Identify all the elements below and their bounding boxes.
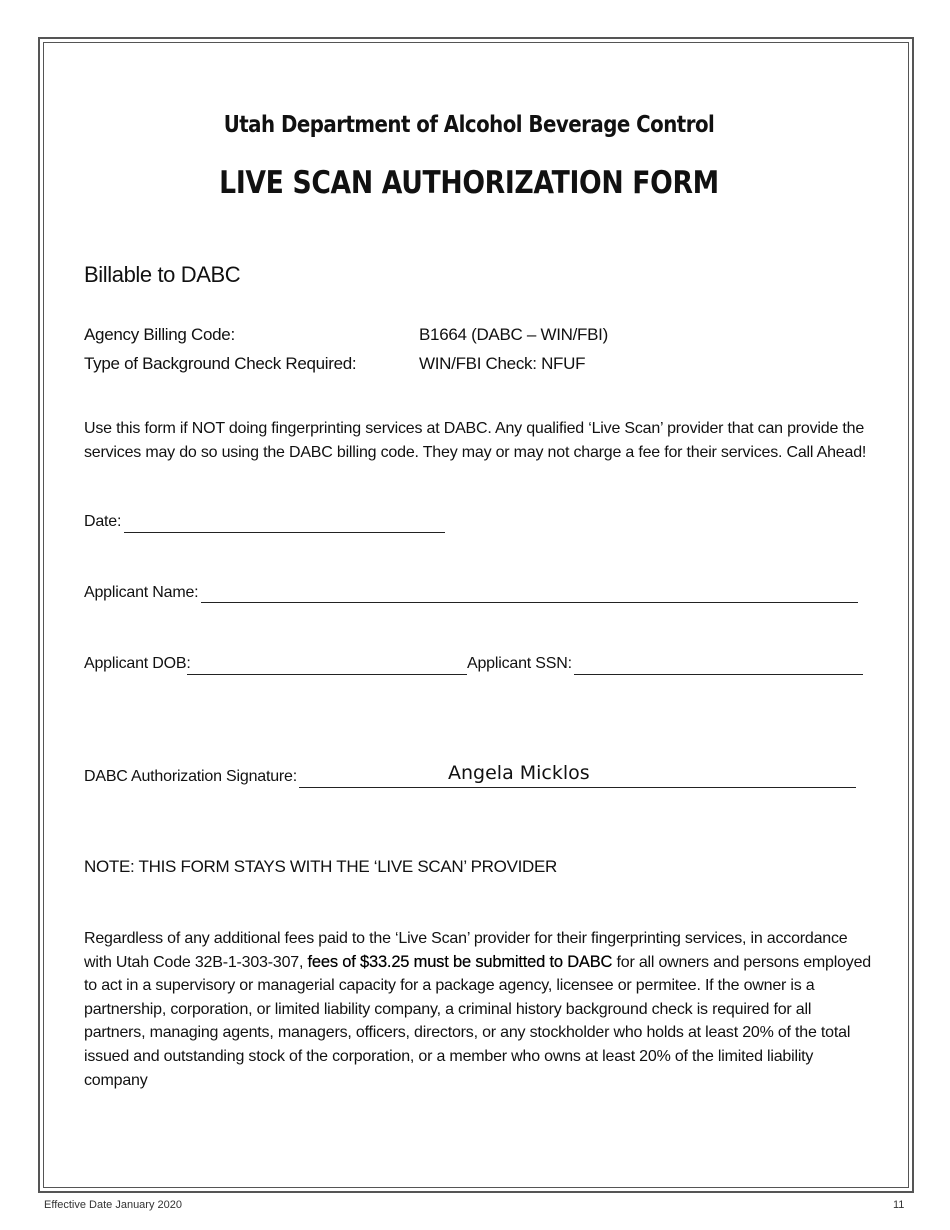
applicant-name-label: Applicant Name: bbox=[84, 584, 199, 601]
agency-billing-code-label: Agency Billing Code: bbox=[84, 325, 235, 344]
check-type-value: WIN/FBI Check: NFUF bbox=[419, 354, 586, 373]
department-title: Utah Department of Alcohol Beverage Control bbox=[223, 112, 715, 138]
applicant-dob-field[interactable] bbox=[187, 674, 467, 675]
applicant-ssn-label: Applicant SSN: bbox=[467, 655, 572, 672]
check-type-label: Type of Background Check Required: bbox=[84, 354, 357, 373]
note-heading: NOTE: THIS FORM STAYS WITH THE ‘LIVE SCAN’ PROVIDER bbox=[84, 857, 558, 876]
signature-label: DABC Authorization Signature: bbox=[84, 768, 297, 785]
intro-paragraph: Use this form if NOT doing fingerprinting services at DABC. Any qualified ‘Live Scan’ provider that can provide the services may do so using the DABC billing code. They may or may not charge a fee for their services. Call Ahead! bbox=[84, 420, 867, 461]
applicant-name-field[interactable] bbox=[201, 602, 858, 603]
applicant-ssn-field[interactable] bbox=[574, 674, 863, 675]
footer-page-number: 11 bbox=[893, 1199, 905, 1211]
footer-effective-date: Effective Date January 2020 bbox=[44, 1199, 182, 1211]
fee-paragraph-part2: for all owners and persons employed to act in a supervisory or managerial capacity for a package agency, licensee or permitee. If the owner is a partnership, corporation, or limited liability company, a criminal history background check is required for all partners, managing agents, managers, officers, directors, or any stockholder who holds at least 20% of the total issued and outstanding stock of the corporation, or a member who owns at least 20% of the limited liability company bbox=[84, 953, 871, 1089]
signature-field[interactable] bbox=[299, 787, 856, 788]
billable-heading: Billable to DABC bbox=[84, 262, 241, 287]
agency-billing-code-value: B1664 (DABC – WIN/FBI) bbox=[419, 325, 608, 344]
form-title: LIVE SCAN AUTHORIZATION FORM bbox=[219, 165, 719, 201]
fee-amount-text: fees of $33.25 must be submitted to DABC bbox=[307, 952, 613, 971]
fee-paragraph bbox=[84, 927, 874, 1092]
signature-value: Angela Micklos bbox=[448, 762, 590, 784]
fee-paragraph-part1: Regardless of any additional fees paid to the ‘Live Scan’ provider for their fingerprinting services, in accordance with Utah Code 32B-1-303-307, bbox=[84, 930, 848, 971]
applicant-dob-label: Applicant DOB: bbox=[84, 655, 191, 672]
date-field[interactable] bbox=[124, 532, 445, 533]
date-label: Date: bbox=[84, 513, 122, 530]
